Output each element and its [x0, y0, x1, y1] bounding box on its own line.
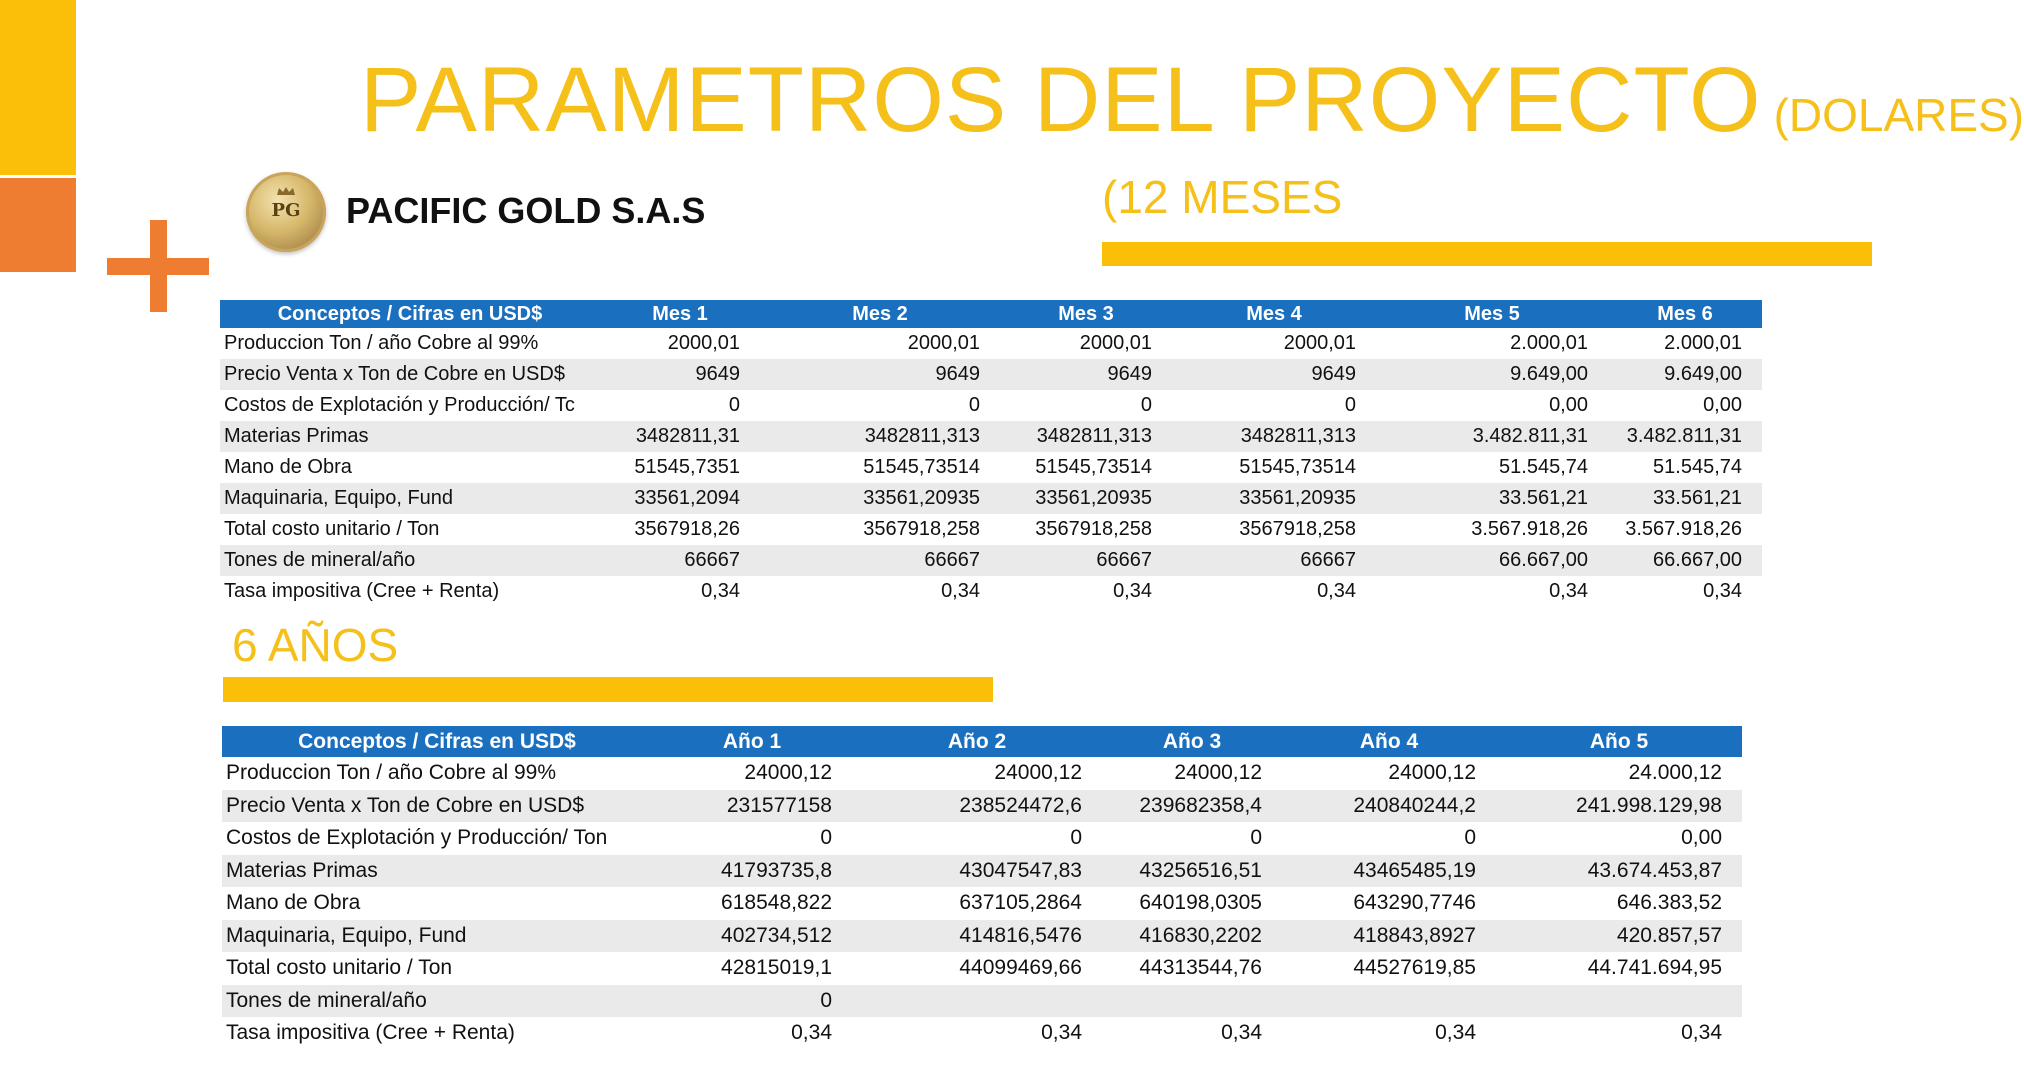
row-label: Tasa impositiva (Cree + Renta) — [224, 580, 500, 602]
table-cell: 0 — [728, 394, 740, 416]
table-cell: 0,34 — [1703, 580, 1742, 602]
table-cell: 646.383,52 — [1616, 891, 1722, 915]
table-cell: 3.567.918,26 — [1625, 518, 1742, 540]
table-cell: 0 — [968, 394, 980, 416]
row-label: Produccion Ton / año Cobre al 99% — [224, 332, 539, 354]
table-cell: 0,34 — [1317, 580, 1356, 602]
column-header: Mes 5 — [1376, 300, 1608, 328]
table-row — [220, 452, 1762, 483]
monthly-section-bar — [1102, 242, 1872, 266]
yearly-parameters-table — [222, 726, 1742, 1050]
table-cell: 618548,822 — [721, 891, 832, 915]
row-label: Mano de Obra — [224, 456, 352, 478]
table-cell: 420.857,57 — [1496, 920, 1742, 953]
column-header: Mes 6 — [1608, 300, 1762, 328]
column-header: Mes 3 — [1000, 300, 1172, 328]
monthly-parameters-table — [220, 300, 1762, 607]
table-cell: 2000,01 — [907, 332, 980, 354]
table-cell: 0,34 — [941, 580, 980, 602]
row-label: Tones de mineral/año — [220, 545, 600, 576]
table-row — [222, 887, 1742, 920]
table-cell: 24.000,12 — [1628, 761, 1722, 785]
table-row — [220, 483, 1762, 514]
table-cell: 42815019,1 — [721, 956, 832, 980]
column-header: Conceptos / Cifras en USD$ — [222, 726, 652, 757]
table-row — [222, 757, 1742, 790]
table-cell: 416830,2202 — [1102, 920, 1282, 953]
company-name: PACIFIC GOLD S.A.S — [346, 190, 706, 231]
table-cell: 33561,20935 — [760, 483, 1000, 514]
table-cell — [1282, 985, 1496, 1018]
row-label: Costos de Explotación y Producción/ Ton — [226, 826, 608, 850]
orange-accent-block — [0, 178, 76, 272]
table-cell: 238524472,6 — [852, 790, 1102, 823]
table-cell: 66.667,00 — [1376, 545, 1608, 576]
table-cell: 24000,12 — [1174, 761, 1262, 785]
table-cell: 2000,01 — [1283, 332, 1356, 354]
logo-initials: PG — [271, 200, 301, 221]
table-row — [220, 390, 1762, 421]
table-cell: 33.561,21 — [1608, 483, 1762, 514]
column-header: Año 1 — [652, 726, 852, 757]
table-row — [222, 952, 1742, 985]
table-cell: 66667 — [760, 545, 1000, 576]
table-cell: 3482811,313 — [1000, 421, 1172, 452]
table-cell: 0 — [652, 985, 852, 1018]
table-row — [222, 920, 1742, 953]
table-cell: 0 — [1344, 394, 1356, 416]
table-cell: 51.545,74 — [1653, 456, 1742, 478]
table-cell: 0,34 — [1435, 1021, 1476, 1045]
table-cell: 9649 — [1000, 359, 1172, 390]
table-row — [222, 985, 1742, 1018]
table-cell: 9.649,00 — [1608, 359, 1762, 390]
table-cell: 643290,7746 — [1353, 891, 1476, 915]
table-cell: 0,34 — [1221, 1021, 1262, 1045]
table-row — [220, 421, 1762, 452]
table-cell: 44099469,66 — [959, 956, 1082, 980]
table-cell: 0,34 — [1113, 580, 1152, 602]
table-cell: 2000,01 — [1079, 332, 1152, 354]
table-cell: 66667 — [1000, 545, 1172, 576]
table-cell — [1102, 985, 1282, 1018]
table-cell: 9.649,00 — [1376, 359, 1608, 390]
table-cell: 3567918,258 — [1035, 518, 1152, 540]
plus-icon — [107, 220, 209, 312]
table-cell: 43465485,19 — [1282, 855, 1496, 888]
row-label: Maquinaria, Equipo, Fund — [220, 483, 600, 514]
table-cell: 3482811,313 — [1172, 421, 1376, 452]
crown-icon — [276, 186, 296, 196]
row-label: Precio Venta x Ton de Cobre en USD$ — [222, 790, 652, 823]
table-cell: 231577158 — [652, 790, 852, 823]
table-cell: 33.561,21 — [1376, 483, 1608, 514]
table-cell: 66667 — [600, 545, 760, 576]
table-cell: 66667 — [1172, 545, 1376, 576]
column-header: Mes 4 — [1172, 300, 1376, 328]
table-cell: 2000,01 — [667, 332, 740, 354]
table-row — [222, 790, 1742, 823]
table-cell: 24000,12 — [1388, 761, 1476, 785]
table-cell: 51545,73514 — [1035, 456, 1152, 478]
column-header: Mes 1 — [600, 300, 760, 328]
column-header: Año 5 — [1496, 726, 1742, 757]
column-header: Año 4 — [1282, 726, 1496, 757]
table-header-row — [222, 726, 1742, 757]
row-label: Materias Primas — [220, 421, 600, 452]
table-cell: 241.998.129,98 — [1496, 790, 1742, 823]
table-cell: 0,34 — [1681, 1021, 1722, 1045]
table-cell: 0,00 — [1703, 394, 1742, 416]
table-cell: 402734,512 — [652, 920, 852, 953]
table-cell: 2.000,01 — [1664, 332, 1742, 354]
table-cell: 51545,73514 — [1239, 456, 1356, 478]
row-label: Total costo unitario / Ton — [226, 956, 453, 980]
title-subtitle: (DOLARES) — [1773, 89, 2024, 141]
row-label: Materias Primas — [222, 855, 652, 888]
table-cell: 2.000,01 — [1510, 332, 1588, 354]
table-cell: 0,00 — [1681, 826, 1722, 850]
column-header: Conceptos / Cifras en USD$ — [220, 300, 600, 328]
table-cell: 3567918,258 — [1239, 518, 1356, 540]
table-row — [220, 545, 1762, 576]
yellow-accent-block — [0, 0, 76, 175]
table-row — [220, 328, 1762, 359]
table-row — [222, 822, 1742, 855]
table-row — [220, 514, 1762, 545]
row-label: Tones de mineral/año — [222, 985, 652, 1018]
column-header: Año 2 — [852, 726, 1102, 757]
row-label: Costos de Explotación y Producción/ Tc — [224, 394, 575, 416]
yearly-section-bar — [223, 677, 993, 702]
table-cell: 24000,12 — [994, 761, 1082, 785]
table-cell — [852, 985, 1102, 1018]
table-cell: 0,34 — [1041, 1021, 1082, 1045]
table-cell: 24000,12 — [744, 761, 832, 785]
row-label: Produccion Ton / año Cobre al 99% — [226, 761, 556, 785]
table-cell: 0 — [1250, 826, 1262, 850]
table-row — [222, 1017, 1742, 1050]
table-cell: 637105,2864 — [959, 891, 1082, 915]
table-cell: 33561,2094 — [600, 483, 760, 514]
page-title — [360, 48, 2024, 153]
table-cell: 43047547,83 — [852, 855, 1102, 888]
company-logo — [246, 172, 326, 252]
table-cell: 43.674.453,87 — [1496, 855, 1742, 888]
table-cell: 3.567.918,26 — [1471, 518, 1588, 540]
table-cell: 0,00 — [1549, 394, 1588, 416]
table-cell: 239682358,4 — [1102, 790, 1282, 823]
table-cell: 33561,20935 — [1172, 483, 1376, 514]
table-cell: 0 — [1464, 826, 1476, 850]
row-label: Mano de Obra — [226, 891, 361, 915]
table-cell: 3482811,31 — [600, 421, 760, 452]
table-cell: 3482811,313 — [760, 421, 1000, 452]
table-cell: 3567918,258 — [863, 518, 980, 540]
table-cell: 44313544,76 — [1139, 956, 1262, 980]
yearly-section-label: 6 AÑOS — [232, 619, 399, 671]
table-cell: 9649 — [760, 359, 1000, 390]
table-cell: 0 — [1140, 394, 1152, 416]
table-cell: 414816,5476 — [852, 920, 1102, 953]
table-cell: 51545,7351 — [634, 456, 740, 478]
table-cell: 0,34 — [1549, 580, 1588, 602]
table-cell: 3567918,26 — [634, 518, 740, 540]
row-label: Precio Venta x Ton de Cobre en USD$ — [220, 359, 600, 390]
column-header: Año 3 — [1102, 726, 1282, 757]
table-cell: 41793735,8 — [652, 855, 852, 888]
column-header: Mes 2 — [760, 300, 1000, 328]
table-cell: 640198,0305 — [1139, 891, 1262, 915]
table-cell: 51.545,74 — [1499, 456, 1588, 478]
table-cell: 43256516,51 — [1102, 855, 1282, 888]
table-cell: 66.667,00 — [1608, 545, 1762, 576]
table-cell: 33561,20935 — [1000, 483, 1172, 514]
table-cell: 240840244,2 — [1282, 790, 1496, 823]
table-row — [222, 855, 1742, 888]
row-label: Maquinaria, Equipo, Fund — [222, 920, 652, 953]
table-cell: 9649 — [1172, 359, 1376, 390]
table-cell: 51545,73514 — [863, 456, 980, 478]
table-row — [220, 359, 1762, 390]
table-cell: 44.741.694,95 — [1587, 956, 1722, 980]
table-cell: 0 — [1070, 826, 1082, 850]
table-cell: 418843,8927 — [1282, 920, 1496, 953]
table-cell: 0,34 — [791, 1021, 832, 1045]
table-cell: 3.482.811,31 — [1608, 421, 1762, 452]
row-label: Tasa impositiva (Cree + Renta) — [226, 1021, 515, 1045]
table-cell: 3.482.811,31 — [1376, 421, 1608, 452]
title-main: PARAMETROS DEL PROYECTO — [360, 49, 1762, 151]
table-header-row — [220, 300, 1762, 328]
monthly-section-label: (12 MESES — [1102, 171, 1343, 223]
row-label: Total costo unitario / Ton — [224, 518, 440, 540]
table-row — [220, 576, 1762, 607]
table-cell: 44527619,85 — [1353, 956, 1476, 980]
table-cell: 0,34 — [701, 580, 740, 602]
table-cell: 0 — [820, 826, 832, 850]
table-cell: 9649 — [600, 359, 760, 390]
table-cell — [1496, 985, 1742, 1018]
